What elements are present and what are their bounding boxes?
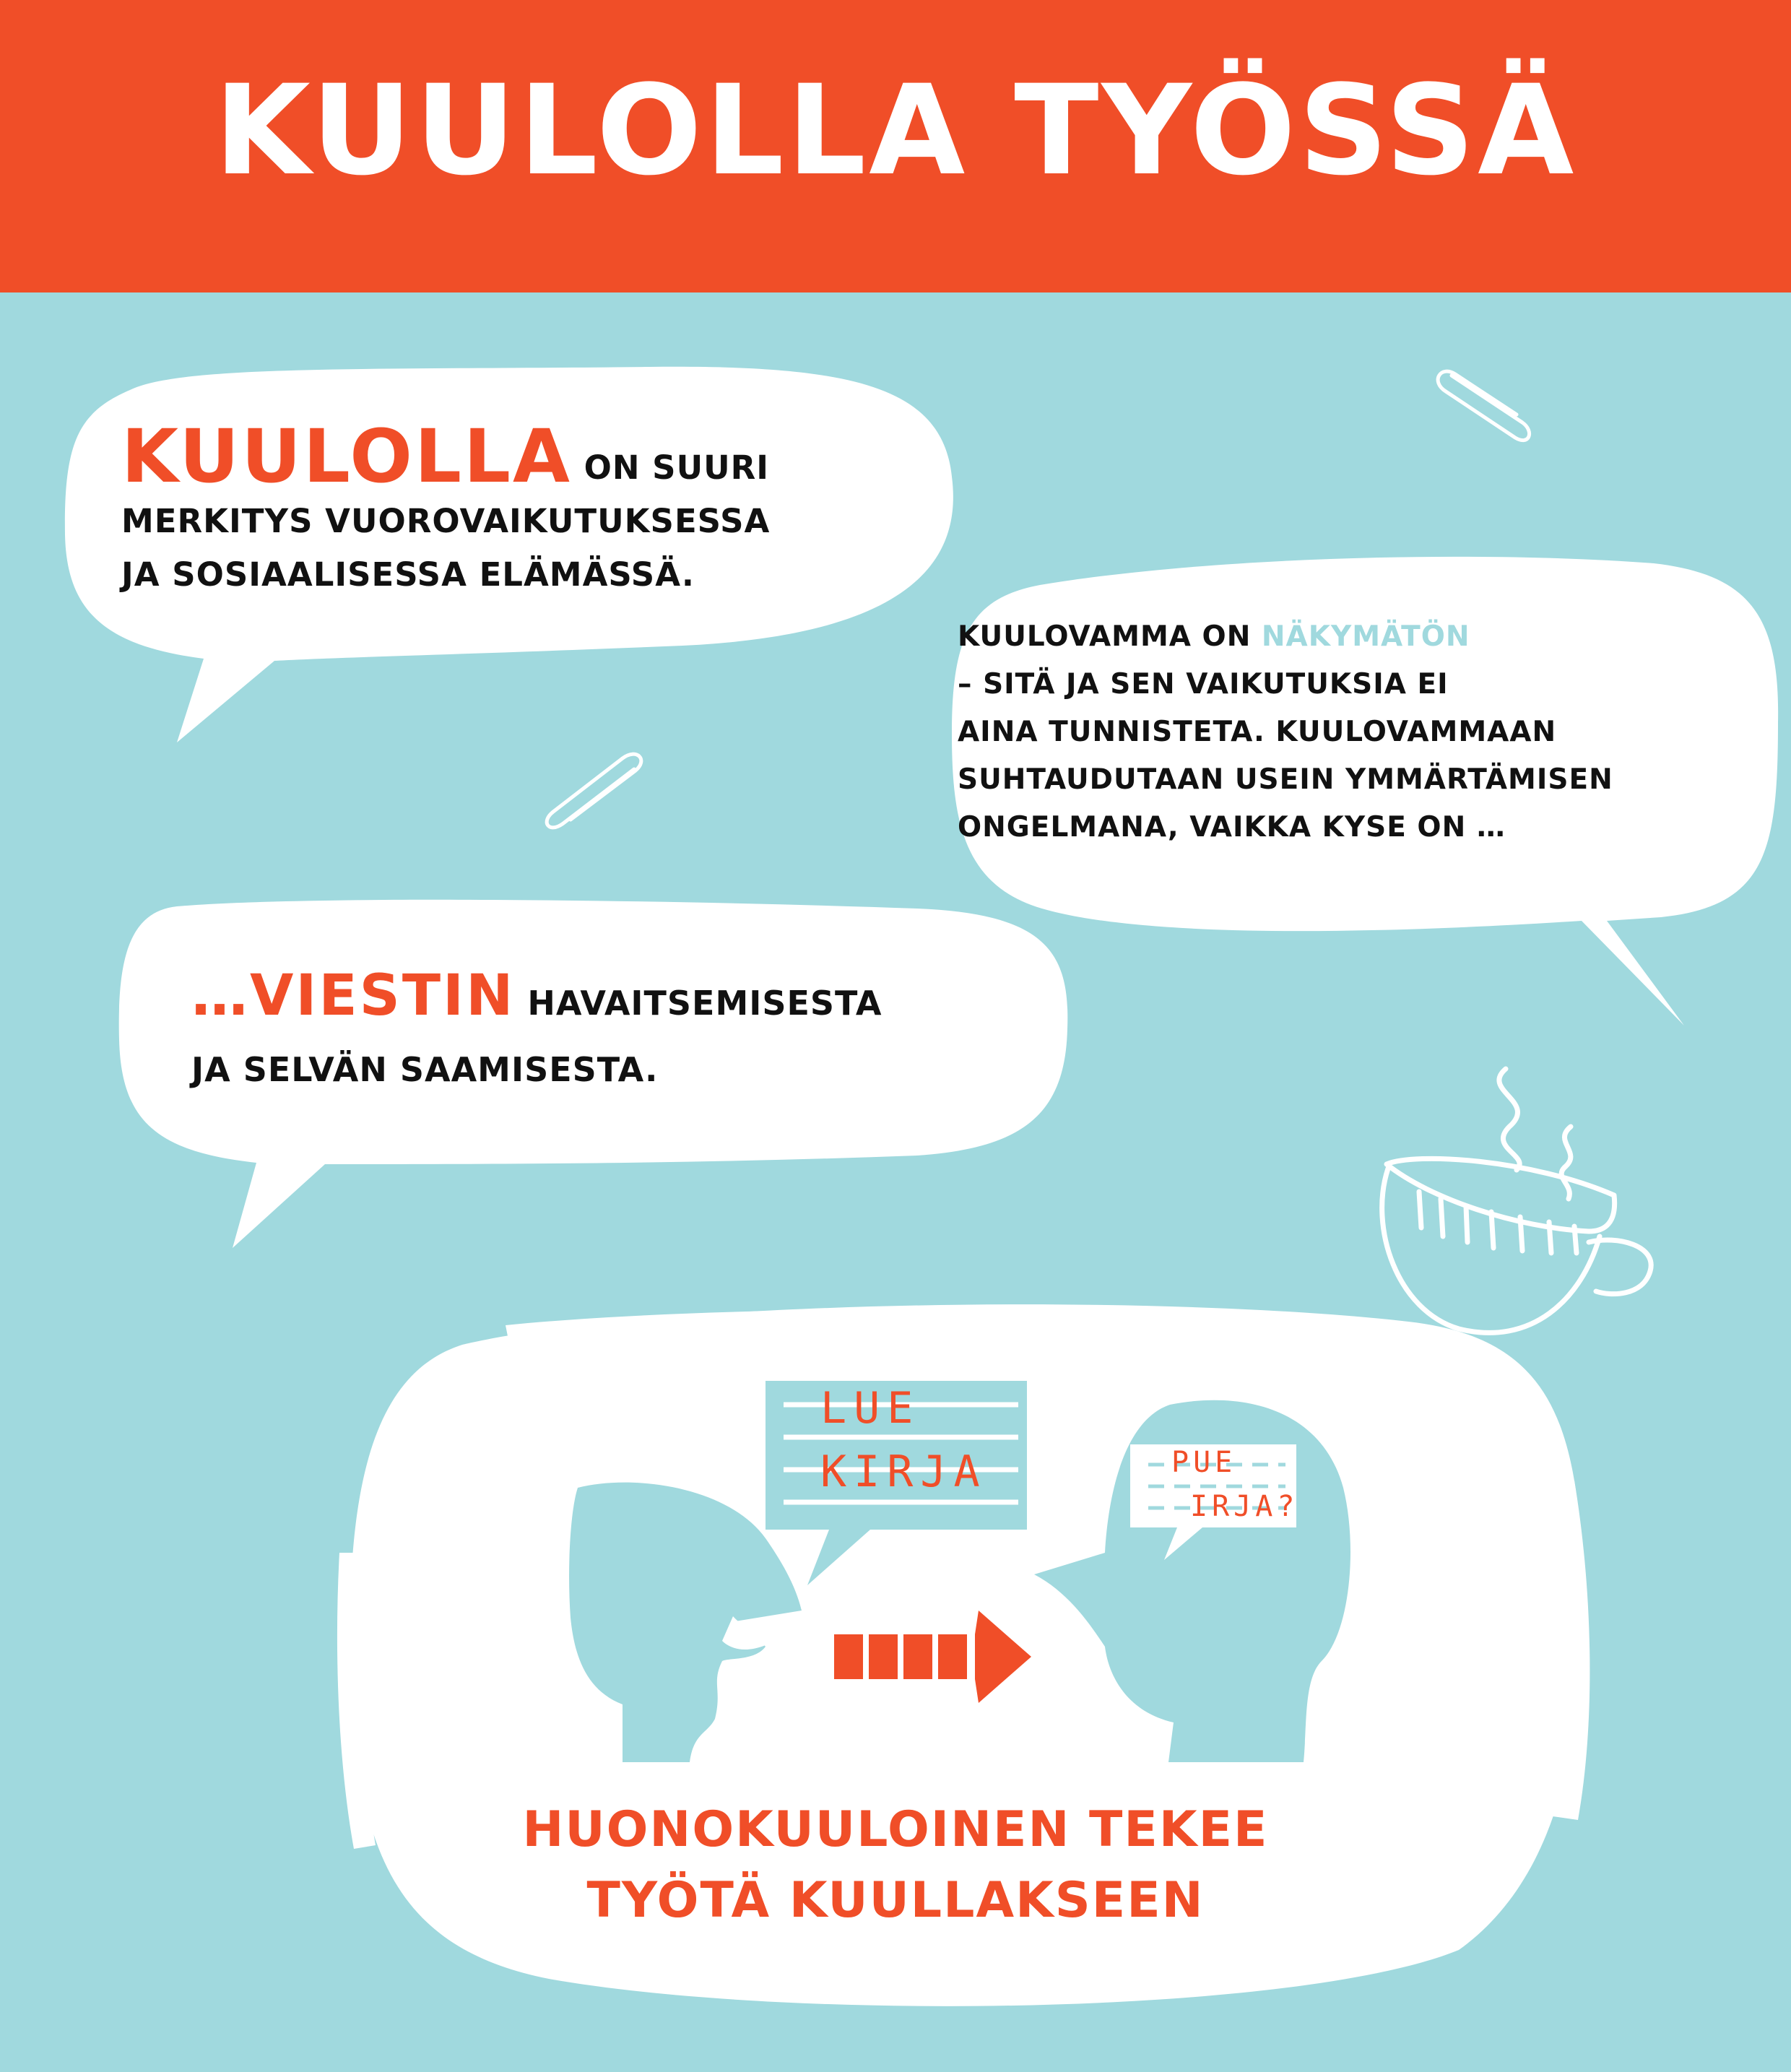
- footer-text: [404, 1795, 1387, 1936]
- listener-text-line-2: IRJA?: [1190, 1490, 1299, 1523]
- bubble-3-line-2: JA SELVÄN SAAMISESTA.: [191, 1050, 659, 1089]
- speaker-text-line-2: KIRJA: [820, 1447, 987, 1497]
- footer-line-1: HUONOKUULOINEN TEKEE: [522, 1801, 1269, 1858]
- bubble-1-line-1: ON SUURI: [571, 448, 770, 487]
- bubble-2-highlight: NÄKYMÄTÖN: [1261, 620, 1470, 653]
- bubble-1-text: [121, 414, 952, 602]
- bubble-1-highlight: KUULOLLA: [121, 414, 572, 500]
- coffee-cup-icon: [1382, 1069, 1652, 1332]
- paper-clip-icon-2: [547, 754, 641, 828]
- bubble-1-line-2: MERKITYS VUOROVAIKUTUKSESSA: [121, 502, 771, 540]
- bubble-2-line-5: ONGELMANA, VAIKKA KYSE ON …: [958, 811, 1506, 844]
- bubble-2-line-4: SUHTAUDUTAAN USEIN YMMÄRTÄMISEN: [958, 763, 1613, 796]
- bubble-2-line-3: AINA TUNNISTETA. KUULOVAMMAAN: [958, 716, 1557, 748]
- page-title: KUULOLLA TYÖSSÄ: [214, 58, 1577, 203]
- speaker-text-line-1: LUE: [820, 1383, 921, 1434]
- bubble-3-line-1: HAVAITSEMISESTA: [515, 984, 883, 1023]
- bubble-1-line-3: JA SOSIAALISESSA ELÄMÄSSÄ.: [121, 555, 695, 594]
- listener-text-line-1: PUE: [1171, 1446, 1237, 1479]
- bubble-3-text: [191, 963, 1022, 1103]
- footer-line-2: TYÖTÄ KUULLAKSEEN: [586, 1872, 1205, 1929]
- bubble-2-line-1: KUULOVAMMA ON: [958, 620, 1262, 653]
- paper-clip-icon: [1438, 371, 1529, 440]
- bubble-2-text: [958, 613, 1766, 851]
- bubble-2-line-2: – SITÄ JA SEN VAIKUTUKSIA EI: [958, 668, 1449, 701]
- bubble-3-highlight: …VIESTIN: [191, 963, 516, 1028]
